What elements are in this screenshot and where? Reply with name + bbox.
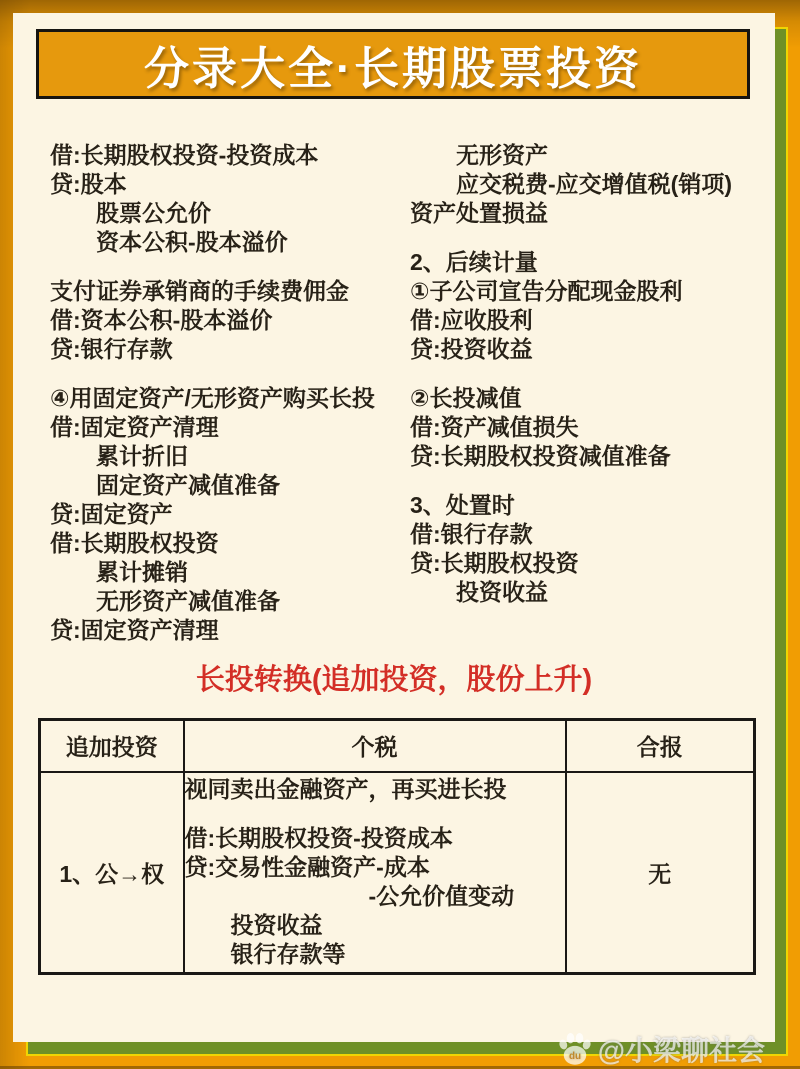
watermark-text: @小梁聊社会 xyxy=(597,1035,765,1066)
entry-line: 贷:长期股权投资 xyxy=(410,550,579,576)
page xyxy=(13,13,775,1066)
entry-line: 贷:股本 xyxy=(50,171,127,197)
table-header-row xyxy=(40,720,755,772)
entry-line: 借:银行存款 xyxy=(410,521,533,547)
entry-gap xyxy=(410,228,775,248)
entry-line: 累计折旧 xyxy=(50,443,188,469)
page-title: 分录大全·长期股票投资 xyxy=(144,42,642,94)
entry-line: 无形资产 xyxy=(410,142,548,168)
entry-line: ①子公司宣告分配现金股利 xyxy=(410,278,683,304)
title-banner xyxy=(36,29,750,99)
entry-line: 借:资本公积-股本溢价 xyxy=(50,307,273,333)
entry-line: 2、后续计量 xyxy=(410,249,538,275)
watermark xyxy=(557,1029,765,1069)
entry-line: 贷:投资收益 xyxy=(410,336,533,362)
entry-line: 应交税费-应交增值税(销项) xyxy=(410,171,732,197)
entry-gap xyxy=(410,471,775,491)
entry-line: -公允价值变动 xyxy=(184,883,515,910)
entry-gap xyxy=(50,257,410,277)
entry-line: 借:长期股权投资-投资成本 xyxy=(184,825,453,852)
table-cell-conversion-type: 1、公→权 xyxy=(40,772,184,974)
entry-line: 无形资产减值准备 xyxy=(50,588,280,614)
entry-line: 支付证券承销商的手续费佣金 xyxy=(50,278,349,304)
entry-line: 借:长期股权投资 xyxy=(50,530,219,556)
entry-gap xyxy=(185,804,565,824)
entry-line: 资产处置损益 xyxy=(410,200,548,226)
entry-line: 贷:固定资产清理 xyxy=(50,617,219,643)
table-body xyxy=(40,772,755,974)
table-row xyxy=(40,772,755,974)
table-cell-consolidated: 无 xyxy=(566,772,755,974)
entry-gap xyxy=(50,364,410,384)
entry-gap xyxy=(410,364,775,384)
paw-icon-label: du xyxy=(568,1050,581,1062)
table-header-cell: 合报 xyxy=(566,720,755,772)
entry-line: 银行存款等 xyxy=(184,941,346,968)
entry-line: 资本公积-股本溢价 xyxy=(50,229,288,255)
entry-line: ②长投减值 xyxy=(410,385,522,411)
entry-line: 投资收益 xyxy=(184,912,323,939)
entry-line: 贷:固定资产 xyxy=(50,501,173,527)
table-header-cell: 个税 xyxy=(184,720,566,772)
table-header-cell: 追加投资 xyxy=(40,720,184,772)
entry-line: 借:应收股利 xyxy=(410,307,533,333)
entry-line: 借:固定资产清理 xyxy=(50,414,219,440)
table-cell-entries xyxy=(184,772,566,974)
entry-line: 贷:长期股权投资减值准备 xyxy=(410,443,671,469)
entries-column-right xyxy=(410,141,775,607)
entry-line: ④用固定资产/无形资产购买长投 xyxy=(50,385,375,411)
entry-line: 贷:交易性金融资产-成本 xyxy=(184,854,430,881)
entry-line: 投资收益 xyxy=(410,579,548,605)
entry-line: 固定资产减值准备 xyxy=(50,472,280,498)
entry-line: 视同卖出金融资产，再买进长投 xyxy=(184,776,507,803)
entry-line: 借:长期股权投资-投资成本 xyxy=(50,142,319,168)
baidu-paw-icon xyxy=(557,1031,593,1067)
entry-line: 借:资产减值损失 xyxy=(410,414,579,440)
entry-line: 累计摊销 xyxy=(50,559,188,585)
conversion-table xyxy=(38,718,756,975)
entry-line: 贷:银行存款 xyxy=(50,336,173,362)
entry-line: 股票公允价 xyxy=(50,200,211,226)
entry-line: 3、处置时 xyxy=(410,492,515,518)
entries-column-left xyxy=(50,141,410,645)
section-heading: 长投转换(追加投资，股份上升) xyxy=(195,664,593,696)
